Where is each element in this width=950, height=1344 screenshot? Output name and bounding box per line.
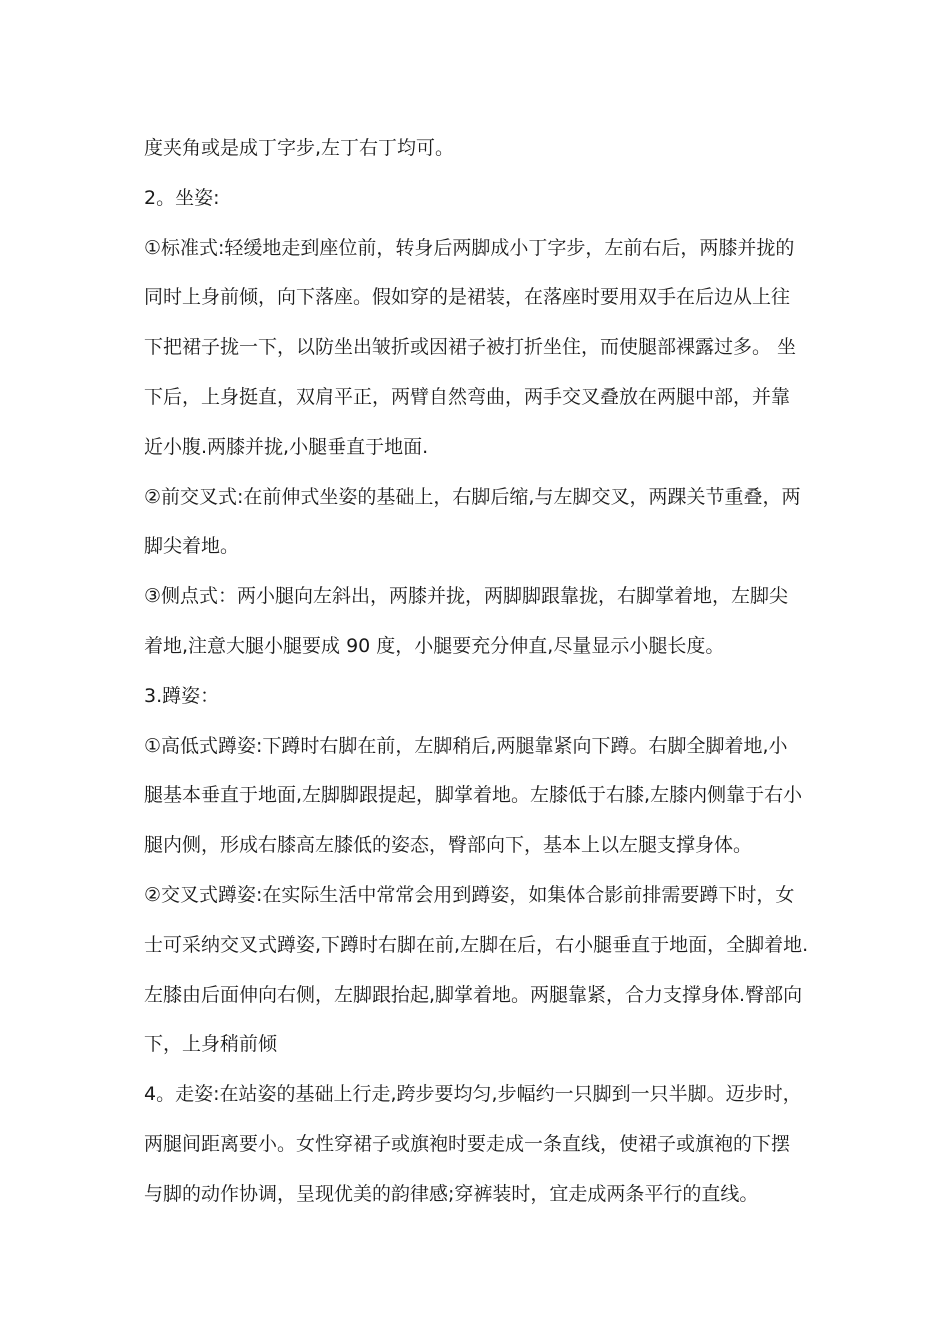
text-line: 士可采纳交叉式蹲姿,下蹲时右脚在前,左脚在后，右小腿垂直于地面，全脚着地.	[144, 933, 809, 956]
text-line: 与脚的动作协调，呈现优美的韵律感;穿裤装时，宜走成两条平行的直线。	[144, 1182, 759, 1205]
text-line: 两腿间距离要小。女性穿裙子或旗袍时要走成一条直线，使裙子或旗袍的下摆	[144, 1132, 791, 1155]
section-heading-squatting: 3.蹲姿：	[144, 684, 220, 707]
text-line: 度夹角或是成丁字步,左丁右丁均可。	[144, 137, 455, 159]
text-line: 腿内侧，形成右膝高左膝低的姿态，臀部向下，基本上以左腿支撑身体。	[144, 834, 753, 857]
text-line: 下，上身稍前倾	[144, 1033, 278, 1056]
text-line: 下后，上身挺直，双肩平正，两臂自然弯曲，两手交叉叠放在两腿中部，并靠	[144, 385, 791, 408]
text-line: 脚尖着地。	[144, 535, 240, 558]
text-line: 腿基本垂直于地面,左脚脚跟提起，脚掌着地。左膝低于右膝,左膝内侧靠于右小	[144, 784, 803, 807]
text-line: 下把裙子拢一下，以防坐出皱折或因裙子被打折坐住，而使腿部裸露过多。 坐	[144, 336, 797, 359]
text-line: 近小腹.两膝并拢,小腿垂直于地面.	[144, 435, 429, 458]
text-line: ①高低式蹲姿:下蹲时右脚在前，左脚稍后,两腿靠紧向下蹲。右脚全脚着地,小	[144, 734, 788, 757]
section-heading-sitting: 2。坐姿:	[144, 186, 220, 209]
text-line: 左膝由后面伸向右侧，左脚跟抬起,脚掌着地。两腿靠紧，合力支撑身体.臀部向	[144, 983, 803, 1006]
text-line: ②前交叉式:在前伸式坐姿的基础上，右脚后缩,与左脚交叉，两踝关节重叠，两	[144, 485, 801, 508]
text-line: ②交叉式蹲姿:在实际生活中常常会用到蹲姿，如集体合影前排需要蹲下时，女	[144, 883, 795, 906]
body-text	[144, 124, 812, 1220]
text-line: 同时上身前倾，向下落座。假如穿的是裙装，在落座时要用双手在后边从上往	[144, 286, 791, 309]
text-line: 着地,注意大腿小腿要成 90 度，小腿要充分伸直,尽量显示小腿长度。	[144, 634, 725, 657]
text-line: ③侧点式：两小腿向左斜出，两膝并拢，两脚脚跟靠拢，右脚掌着地，左脚尖	[144, 585, 789, 608]
text-line: ①标准式:轻缓地走到座位前，转身后两脚成小丁字步，左前右后，两膝并拢的	[144, 236, 795, 259]
section-heading-walking: 4。走姿:在站姿的基础上行走,跨步要均匀,步幅约一只脚到一只半脚。迈步时，	[144, 1083, 802, 1106]
